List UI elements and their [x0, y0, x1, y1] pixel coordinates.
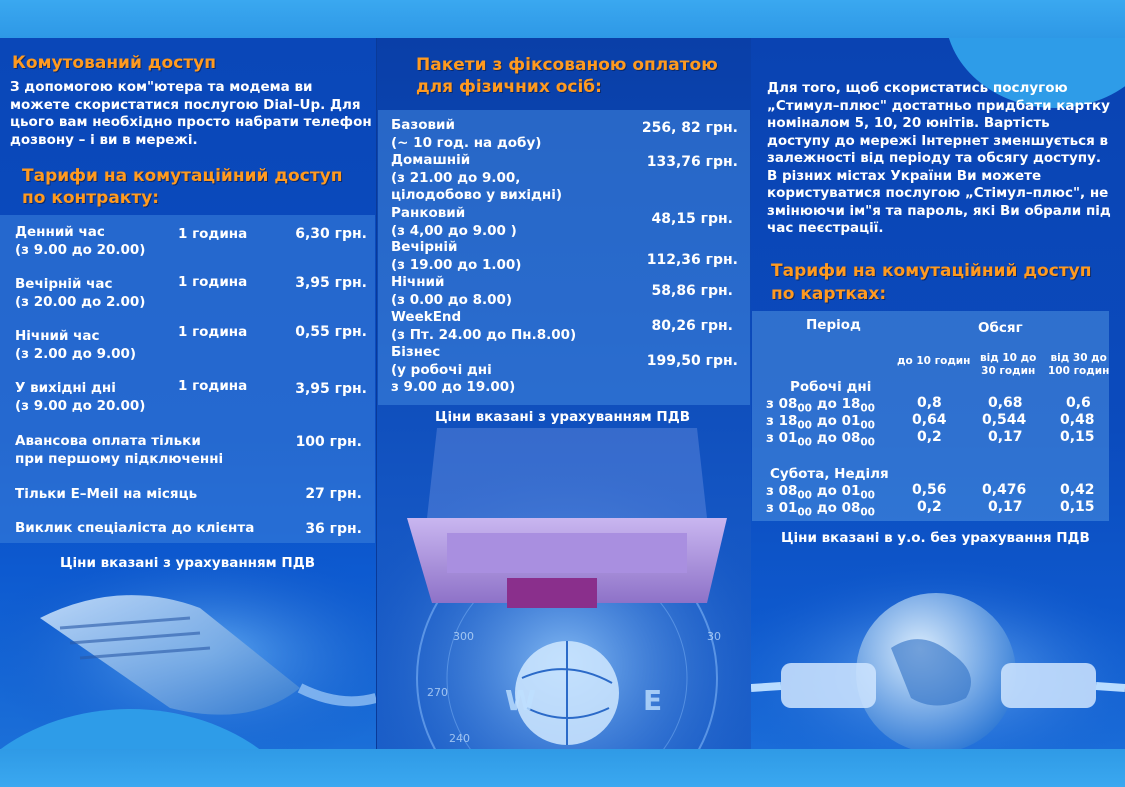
rate-cell: 0,64	[912, 412, 947, 428]
rate-cell: 0,17	[988, 429, 1023, 445]
specialist-label: Виклик спеціаліста до клієнта	[15, 520, 255, 536]
period-row: з $01_{00}$ до $08_{00}$	[766, 430, 875, 449]
package-night	[391, 274, 512, 309]
tariff-name: Нічний час	[15, 328, 100, 344]
period-row: з $08_{00}$ до $01_{00}$	[766, 483, 875, 502]
package-home	[391, 152, 562, 205]
package-hours: (з 21.00 до 9.00,	[391, 169, 521, 186]
tariff-price: 3,95 грн.	[295, 381, 367, 397]
weekend-label: Субота, Неділя	[770, 466, 889, 482]
rate-cell: 0,2	[917, 499, 942, 515]
email-price: 27 грн.	[305, 486, 362, 502]
package-name: Бізнес	[391, 344, 441, 360]
header-period: Період	[806, 317, 861, 333]
advance-payment-label	[15, 433, 223, 468]
package-name: Вечірній	[391, 239, 458, 255]
compass-label-w: W	[505, 684, 536, 717]
package-name: Нічний	[391, 274, 445, 290]
package-morning	[391, 205, 517, 240]
package-business	[391, 344, 515, 397]
tariff-row-day-label	[15, 224, 145, 259]
advance-line: Авансова оплата тільки	[15, 433, 201, 449]
dialup-title: Комутований доступ	[12, 53, 216, 73]
col-header-line: від 30 до	[1050, 352, 1107, 364]
package-name: WeekEnd	[391, 309, 462, 325]
email-label: Тільки E–Meil на місяць	[15, 486, 198, 502]
col-header-line: від 10 до	[980, 352, 1037, 364]
tariff-name: Денний час	[15, 224, 105, 240]
package-basic	[391, 117, 541, 152]
compass-label-240: 240	[449, 732, 470, 745]
bottom-border	[0, 749, 1125, 787]
compass-label-30: 30	[707, 630, 721, 643]
rate-cell: 0,8	[917, 395, 942, 411]
tariff-hours: (з 20.00 до 2.00)	[15, 293, 146, 310]
rate-cell: 0,48	[1060, 412, 1095, 428]
package-price: 133,76 грн.	[646, 154, 738, 170]
col-header-line: 30 годин	[981, 365, 1036, 377]
tariff-price: 0,55 грн.	[295, 324, 367, 340]
tariff-price: 6,30 грн.	[295, 226, 367, 242]
package-hours: (з Пт. 24.00 до Пн.8.00)	[391, 326, 577, 343]
right-vat-note: Ціни вказані в у.о. без урахування ПДВ	[781, 530, 1090, 546]
package-name: Ранковий	[391, 205, 466, 221]
tariff-hours: (з 9.00 до 20.00)	[15, 241, 146, 258]
rate-cell: 0,15	[1060, 429, 1095, 445]
package-price: 256, 82 грн.	[641, 120, 738, 136]
package-hours: (з 19.00 до 1.00)	[391, 256, 522, 273]
package-hours: з 9.00 до 19.00)	[391, 379, 516, 395]
rate-cell: 0,2	[917, 429, 942, 445]
tariff-row-weekend-label	[15, 380, 145, 415]
advance-payment-price: 100 грн.	[295, 434, 362, 450]
period-row: з $18_{00}$ до $01_{00}$	[766, 413, 875, 432]
tariff-name: У вихідні дні	[15, 380, 116, 396]
package-price: 48,15 грн.	[651, 211, 733, 227]
package-hours: (з 0.00 до 8.00)	[391, 291, 513, 308]
col-header-30-100	[1048, 352, 1109, 378]
period-row: з $08_{00}$ до $18_{00}$	[766, 396, 875, 415]
tariff-name: Вечірній час	[15, 276, 113, 292]
specialist-price: 36 грн.	[305, 521, 362, 537]
packages-title-line2: для фізичних осіб:	[416, 77, 602, 97]
package-hours: (з 4,00 до 9.00 )	[391, 222, 517, 239]
package-hours: (~ 10 год. на добу)	[391, 134, 542, 151]
stimul-plus-intro: Для того, щоб скористатись послугою „Стимул–плюс" достатньо придбати картку номіналом 5, 10, 20 юнітів. Вартість доступу до мережі Інтернет зменшується в залежності від періоду та обсягу доступу. В різних містах України Ви можете користуватися послугою „Стімул–плюс", не змінюючи ім"я та пароль, які Ви обрали під час пеєстрації.	[767, 80, 1111, 236]
rate-cell: 0,476	[982, 482, 1027, 498]
package-hours: цілодобово у вихідні)	[391, 187, 563, 203]
tariff-price: 3,95 грн.	[295, 275, 367, 291]
tariff-duration: 1 година	[178, 226, 248, 242]
contract-tariffs-title-line1: Тарифи на комутаційний доступ	[22, 166, 343, 186]
rate-cell: 0,42	[1060, 482, 1095, 498]
workdays-label: Робочі дні	[790, 379, 872, 395]
compass-label-e: E	[643, 684, 663, 717]
package-name: Домашній	[391, 152, 471, 168]
packages-title-line1: Пакети з фіксованою оплатою	[416, 55, 718, 75]
card-tariffs-title-line2: по картках:	[771, 284, 887, 304]
package-price: 58,86 грн.	[651, 283, 733, 299]
tariff-row-night-label	[15, 328, 136, 363]
tariff-duration: 1 година	[178, 274, 248, 290]
dialup-intro: З допомогою ком"ютера та модема ви можете скористатися послугою Dial–Up. Для цього вам необхідно просто набрати телефон дозвону – і ви в мережі.	[10, 79, 372, 148]
rate-cell: 0,6	[1066, 395, 1091, 411]
globe-cable-image	[751, 558, 1125, 749]
advance-line: при першому підключенні	[15, 450, 224, 467]
rate-cell: 0,56	[912, 482, 947, 498]
compass-label-300: 300	[453, 630, 474, 643]
package-evening	[391, 239, 521, 274]
rate-cell: 0,68	[988, 395, 1023, 411]
package-price: 199,50 грн.	[646, 353, 738, 369]
period-row: з $01_{00}$ до $08_{00}$	[766, 500, 875, 519]
top-border	[0, 0, 1125, 38]
left-vat-note: Ціни вказані з урахуванням ПДВ	[60, 555, 316, 571]
package-price: 112,36 грн.	[646, 252, 738, 268]
header-volume: Обсяг	[978, 320, 1023, 336]
package-weekend	[391, 309, 576, 344]
card-tariffs-title-line1: Тарифи на комутаційний доступ	[771, 261, 1092, 281]
tariff-row-evening-label	[15, 276, 145, 311]
tariff-hours: (з 2.00 до 9.00)	[15, 345, 137, 362]
rate-cell: 0,15	[1060, 499, 1095, 515]
compass-label-270: 270	[427, 686, 448, 699]
package-price: 80,26 грн.	[651, 318, 733, 334]
contract-tariffs-title-line2: по контракту:	[22, 188, 160, 208]
package-name: Базовий	[391, 117, 455, 133]
tariff-duration: 1 година	[178, 324, 248, 340]
rate-cell: 0,17	[988, 499, 1023, 515]
package-hours: (у робочі дні	[391, 361, 492, 378]
col-header-up-to-10: до 10 годин	[897, 355, 971, 367]
middle-vat-note: Ціни вказані з урахуванням ПДВ	[435, 409, 691, 425]
col-header-10-30	[980, 352, 1036, 378]
rate-cell: 0,544	[982, 412, 1027, 428]
tariff-duration: 1 година	[178, 378, 248, 394]
tariff-hours: (з 9.00 до 20.00)	[15, 397, 146, 414]
col-header-line: 100 годин	[1048, 365, 1110, 377]
